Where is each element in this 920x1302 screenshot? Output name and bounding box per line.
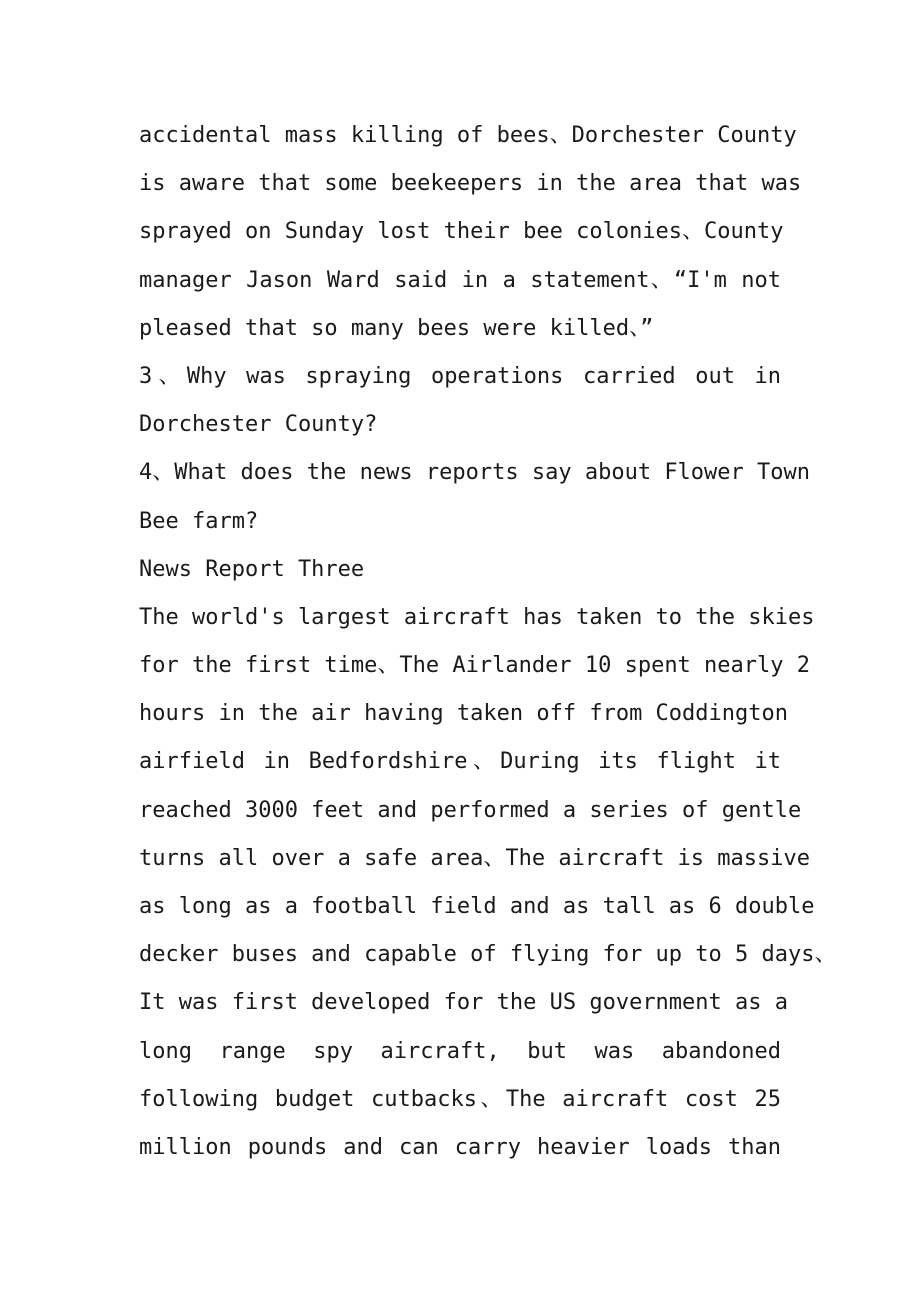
question-4: 4、What does the news reports say about Flower Town — [139, 460, 811, 486]
text-line: is aware that some beekeepers in the area that was — [139, 171, 802, 197]
section-heading: News Report Three — [139, 556, 365, 582]
question-4-continued: Bee farm? — [139, 508, 259, 534]
text-line: accidental mass killing of bees、Dorchester County — [139, 123, 797, 148]
text-line: decker buses and capable of flying for up to 5 days、 — [139, 942, 837, 968]
text-line: for the first time、The Airlander 10 spent nearly 2 — [139, 653, 811, 679]
question-3: 3、Why was spraying operations carried out in — [139, 363, 781, 389]
question-3-continued: Dorchester County? — [139, 412, 378, 438]
text-line: The world's largest aircraft has taken to the skies — [139, 604, 815, 630]
text-line: sprayed on Sunday lost their bee colonies、County — [139, 219, 784, 245]
text-line: manager Jason Ward said in a statement、“I'm not — [139, 267, 781, 293]
text-line: hours in the air having taken off from Coddington — [139, 701, 789, 727]
text-line: It was first developed for the US government as a — [139, 990, 789, 1016]
text-line: following budget cutbacks、The aircraft cost 25 — [139, 1086, 781, 1112]
text-line: turns all over a safe area、The aircraft is massive — [139, 845, 811, 871]
text-line: long range spy aircraft, but was abandoned — [139, 1038, 781, 1064]
text-line: million pounds and can carry heavier loads than — [139, 1134, 781, 1160]
text-line: pleased that so many bees were killed、” — [139, 315, 654, 341]
document-page — [139, 112, 837, 1172]
text-line: as long as a football field and as tall as 6 double — [139, 894, 815, 919]
text-line: airfield in Bedfordshire、During its flight it — [139, 749, 781, 775]
text-line: reached 3000 feet and performed a series of gentle — [139, 797, 802, 823]
